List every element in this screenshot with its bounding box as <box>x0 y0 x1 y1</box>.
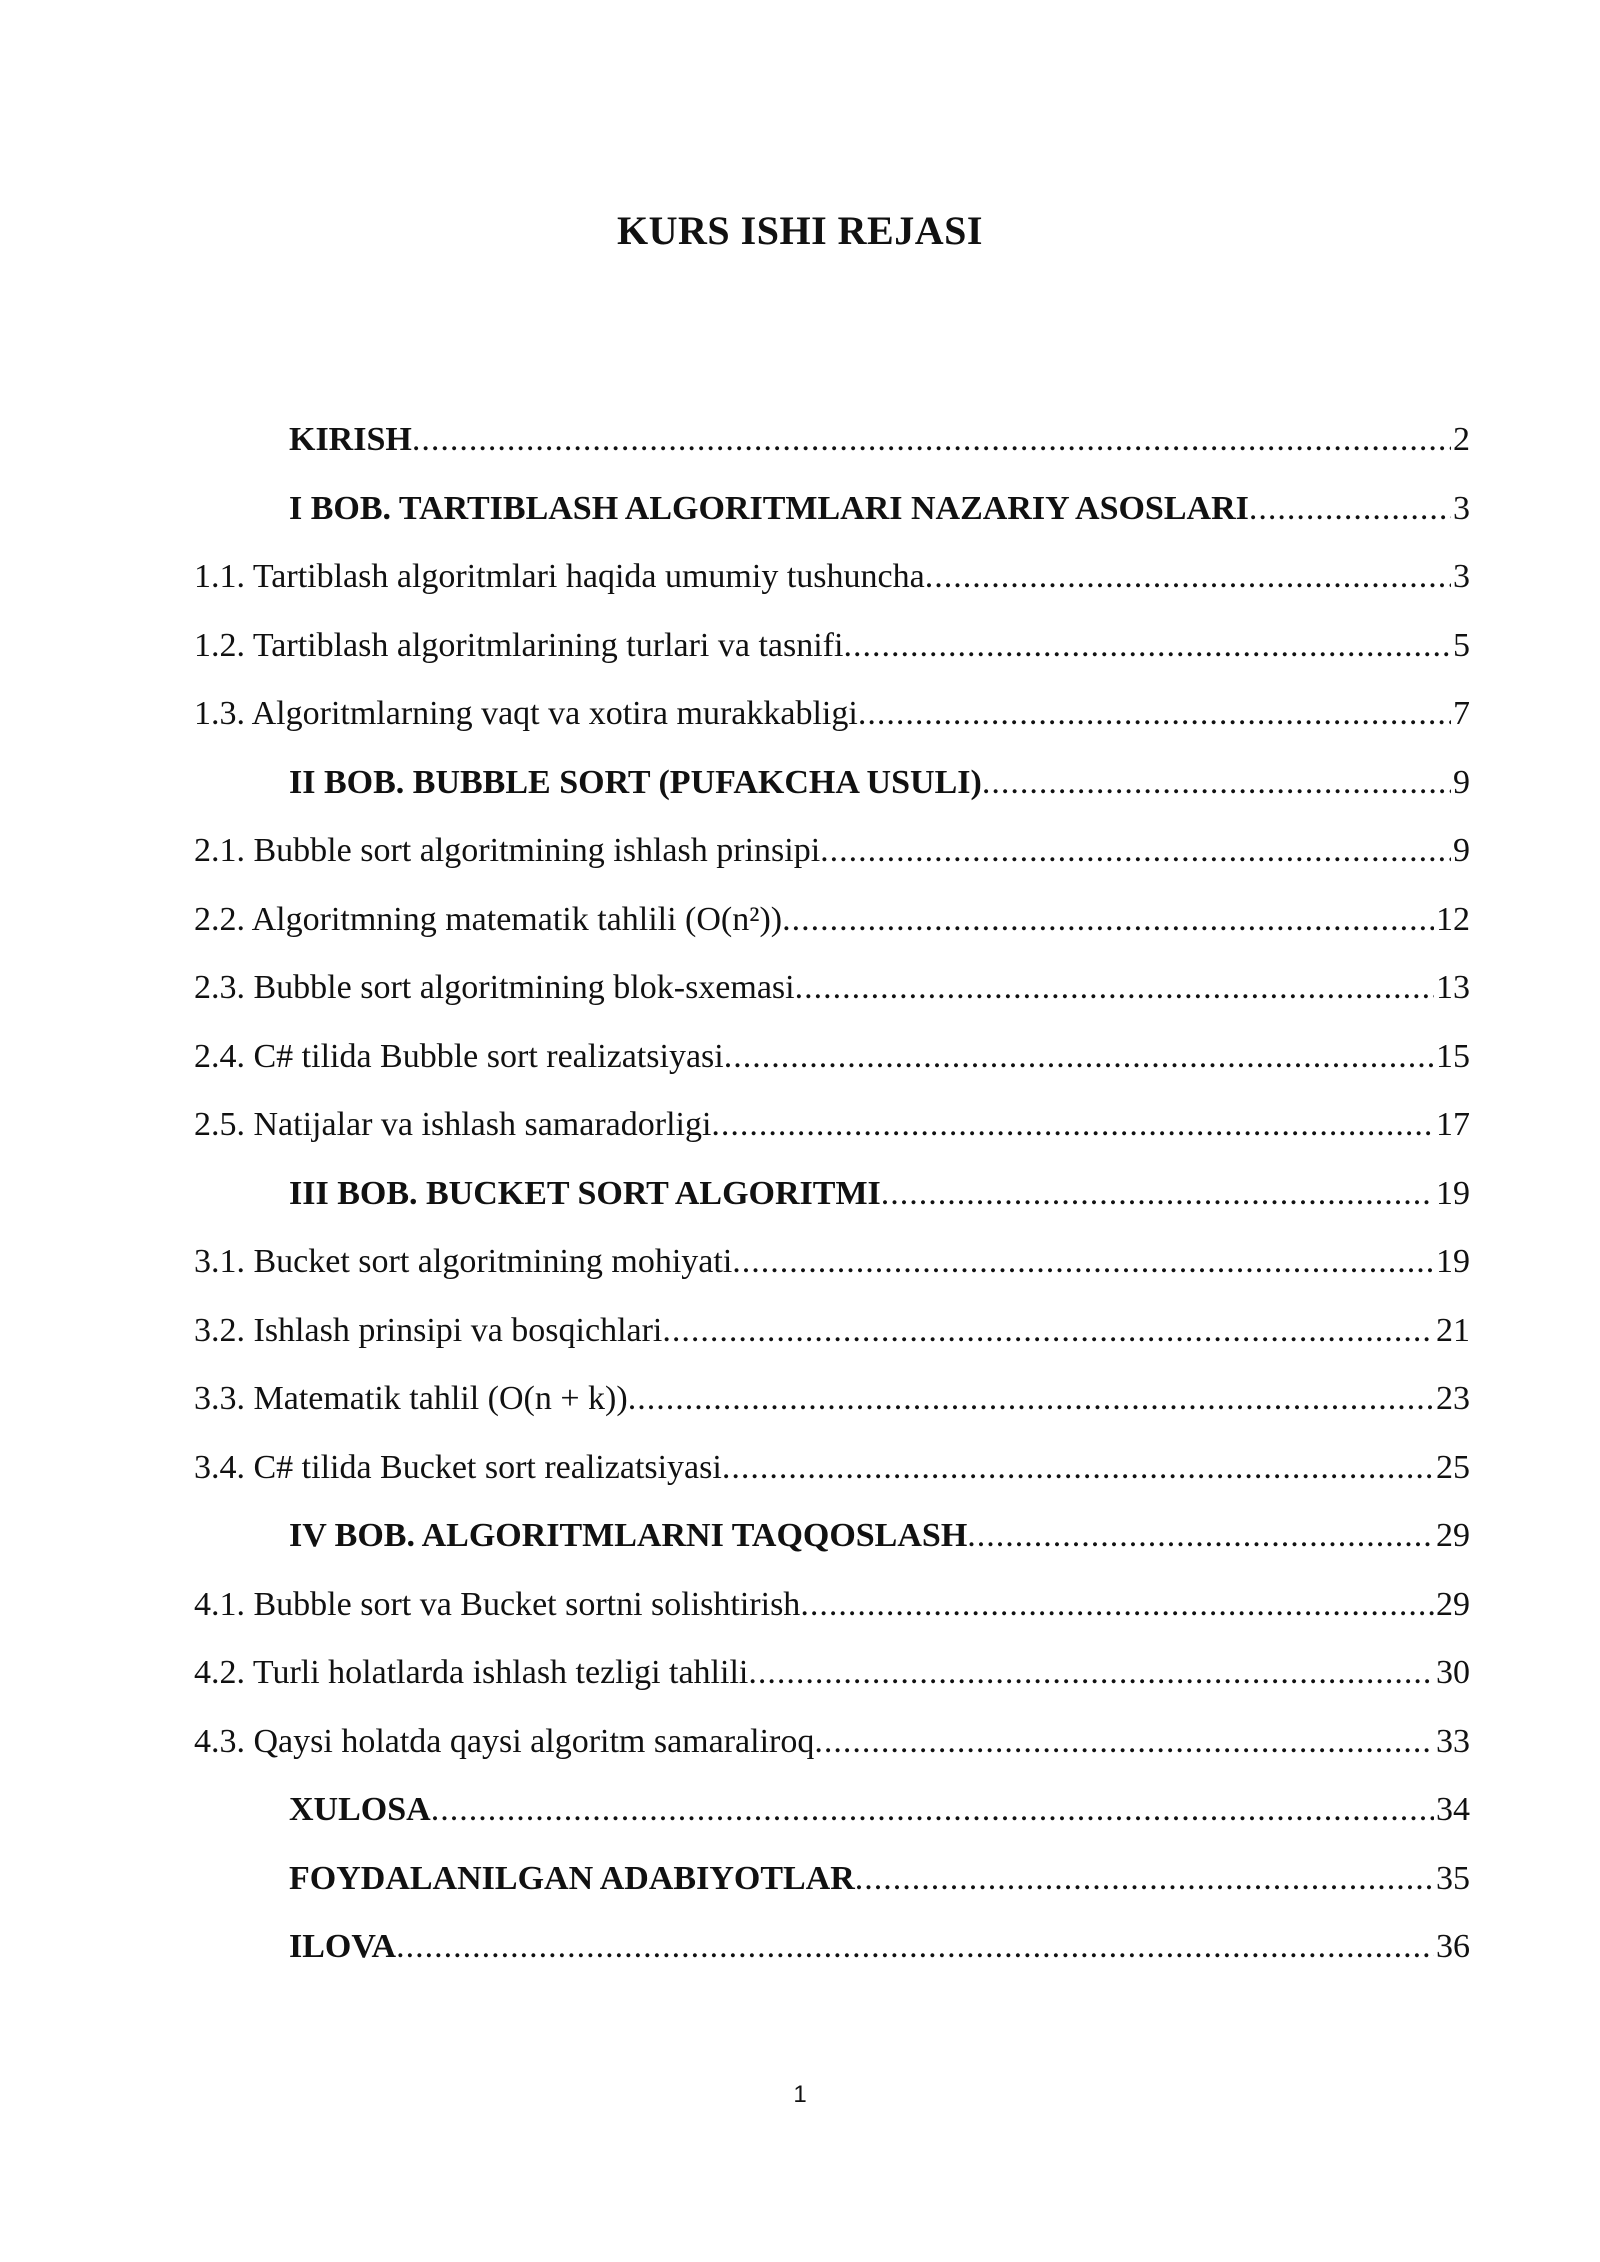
toc-entry-page: 35 <box>1436 1859 1470 1897</box>
toc-entry <box>194 1639 1470 1708</box>
page-title: KURS ISHI REJASI <box>617 208 983 253</box>
toc-entry-page: 9 <box>1453 763 1470 801</box>
toc-dot-leader <box>843 612 1451 681</box>
toc-entry-label: 3.4. C# tilida Bucket sort realizatsiyasi <box>194 1448 722 1486</box>
toc-entry-page: 19 <box>1436 1174 1470 1212</box>
toc-entry-page: 12 <box>1436 900 1470 938</box>
toc-entry <box>194 1228 1470 1297</box>
toc-entry <box>194 1160 1470 1229</box>
toc-dot-leader <box>628 1365 1434 1434</box>
toc-dot-leader <box>1249 475 1451 544</box>
toc-entry-page: 17 <box>1436 1106 1470 1143</box>
toc-entry-label: 3.2. Ishlash prinsipi va bosqichlari <box>194 1311 663 1349</box>
toc-entry <box>194 817 1470 886</box>
toc-entry <box>194 886 1470 955</box>
toc-entry <box>194 1913 1470 1982</box>
toc-dot-leader <box>814 1708 1434 1777</box>
toc-entry <box>194 1365 1470 1434</box>
toc-entry-page: 2 <box>1453 421 1470 458</box>
toc-entry-label: 1.1. Tartiblash algoritmlari haqida umumiy tushuncha <box>194 558 925 595</box>
toc-entry-page: 36 <box>1436 1928 1470 1965</box>
toc-entry-label: 3.1. Bucket sort algoritmining mohiyati <box>194 1243 733 1280</box>
toc-dot-leader <box>800 1571 1434 1640</box>
toc-entry-page: 23 <box>1436 1380 1470 1417</box>
toc-dot-leader <box>711 1091 1434 1160</box>
toc-entry-page: 13 <box>1436 969 1470 1006</box>
toc-entry <box>194 1845 1470 1914</box>
toc-entry-page: 33 <box>1436 1722 1470 1760</box>
toc-entry <box>194 1091 1470 1160</box>
toc-entry-label: II BOB. BUBBLE SORT (PUFAKCHA USULI) <box>289 763 982 801</box>
toc-entry-page: 21 <box>1436 1311 1470 1349</box>
toc-entry-label: I BOB. TARTIBLASH ALGORITMLARI NAZARIY ASOSLARI <box>289 489 1249 527</box>
toc-dot-leader <box>722 1434 1434 1503</box>
toc-dot-leader <box>732 1228 1434 1297</box>
toc-dot-leader <box>858 680 1451 749</box>
toc-entry-label: 4.1. Bubble sort va Bucket sortni solishtirish <box>194 1585 801 1623</box>
toc-entry-label: 2.2. Algoritmning matematik tahlili (O(n²)) <box>194 900 783 938</box>
page-number: 1 <box>793 2081 807 2108</box>
toc-entry-label: 3.3. Matematik tahlil (O(n + k)) <box>194 1380 628 1417</box>
toc-entry-label: IV BOB. ALGORITMLARNI TAQQOSLASH <box>289 1517 968 1554</box>
toc-entry <box>194 612 1470 681</box>
toc-entry-label: III BOB. BUCKET SORT ALGORITMI <box>289 1174 881 1212</box>
toc-dot-leader <box>795 954 1434 1023</box>
toc-entry-label: 4.2. Turli holatlarda ishlash tezligi tahlili <box>194 1654 749 1691</box>
table-of-contents <box>194 406 1470 1982</box>
toc-dot-leader <box>855 1845 1434 1914</box>
toc-entry <box>194 1023 1470 1092</box>
toc-entry <box>194 1502 1470 1571</box>
toc-entry-label: ILOVA <box>289 1928 397 1965</box>
toc-entry <box>194 954 1470 1023</box>
toc-entry <box>194 1708 1470 1777</box>
toc-entry <box>194 1297 1470 1366</box>
toc-dot-leader <box>782 886 1434 955</box>
toc-entry-label: KIRISH <box>289 421 412 458</box>
toc-entry-page: 29 <box>1436 1585 1470 1623</box>
toc-entry-page: 9 <box>1453 832 1470 869</box>
toc-entry-label: 4.3. Qaysi holatda qaysi algoritm samaraliroq <box>194 1722 815 1760</box>
toc-entry-page: 15 <box>1436 1037 1470 1075</box>
toc-dot-leader <box>820 817 1451 886</box>
toc-entry-label: 2.4. C# tilida Bubble sort realizatsiyasi <box>194 1037 724 1075</box>
toc-entry-label: 2.1. Bubble sort algoritmining ishlash prinsipi <box>194 832 821 869</box>
toc-dot-leader <box>396 1913 1434 1982</box>
toc-entry-label: XULOSA <box>289 1791 431 1828</box>
toc-entry-page: 7 <box>1453 695 1470 732</box>
toc-entry-page: 34 <box>1436 1791 1470 1828</box>
toc-entry-page: 19 <box>1436 1243 1470 1280</box>
toc-entry <box>194 680 1470 749</box>
toc-dot-leader <box>982 749 1451 818</box>
toc-entry <box>194 1776 1470 1845</box>
toc-dot-leader <box>431 1776 1434 1845</box>
toc-entry <box>194 475 1470 544</box>
toc-entry-page: 5 <box>1453 626 1470 664</box>
toc-entry <box>194 749 1470 818</box>
toc-dot-leader <box>881 1160 1434 1229</box>
toc-entry-page: 3 <box>1453 489 1470 527</box>
toc-entry-label: 2.3. Bubble sort algoritmining blok-sxemasi <box>194 969 795 1006</box>
toc-dot-leader <box>662 1297 1434 1366</box>
toc-entry <box>194 543 1470 612</box>
toc-entry-page: 25 <box>1436 1448 1470 1486</box>
toc-entry-label: 1.3. Algoritmlarning vaqt va xotira murakkabligi <box>194 695 858 732</box>
toc-dot-leader <box>724 1023 1434 1092</box>
toc-entry-label: FOYDALANILGAN ADABIYOTLAR <box>289 1859 855 1897</box>
toc-dot-leader <box>748 1639 1434 1708</box>
toc-entry-page: 30 <box>1436 1654 1470 1691</box>
toc-entry <box>194 1434 1470 1503</box>
toc-dot-leader <box>925 543 1451 612</box>
toc-entry <box>194 1571 1470 1640</box>
toc-entry-label: 2.5. Natijalar va ishlash samaradorligi <box>194 1106 712 1143</box>
toc-entry-page: 3 <box>1453 558 1470 595</box>
toc-entry-label: 1.2. Tartiblash algoritmlarining turlari va tasnifi <box>194 626 844 664</box>
toc-dot-leader <box>412 406 1451 475</box>
toc-dot-leader <box>967 1502 1434 1571</box>
toc-entry <box>194 406 1470 475</box>
toc-entry-page: 29 <box>1436 1517 1470 1554</box>
